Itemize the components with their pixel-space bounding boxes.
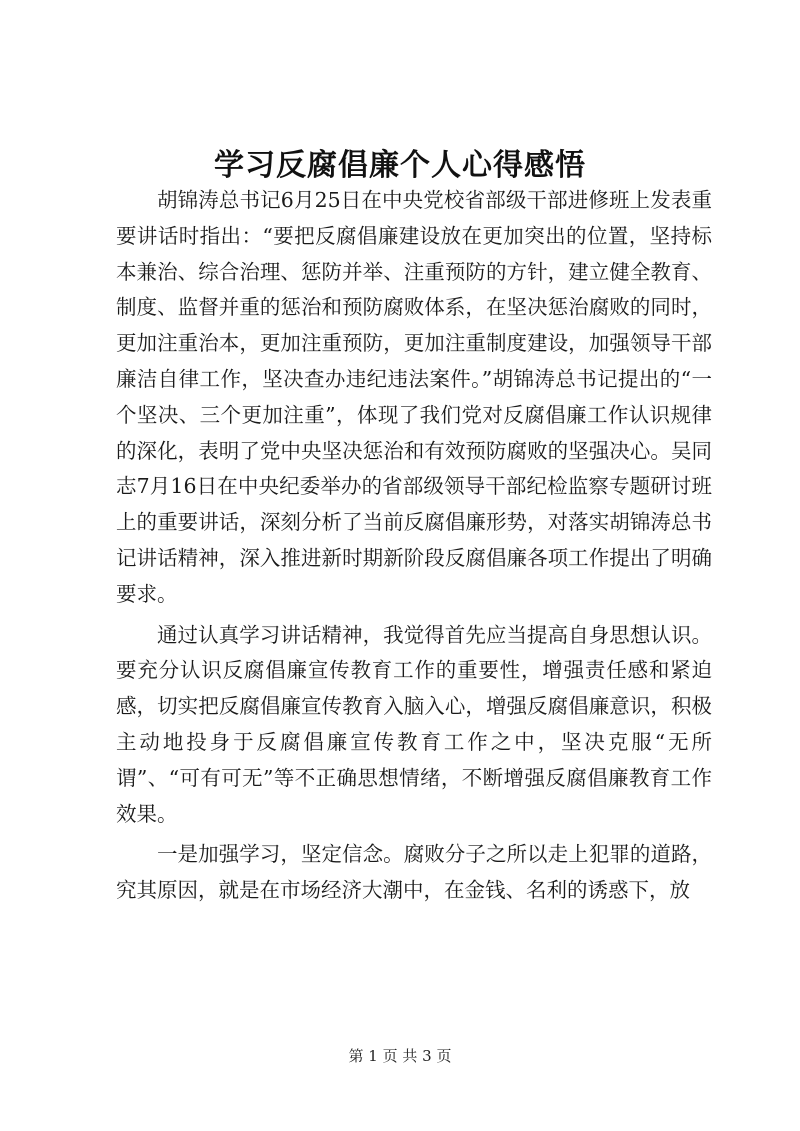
page-number-footer: 第 1 页 共 3 页 — [348, 1047, 452, 1065]
paragraph: 胡锦涛总书记6月25日在中央党校省部级干部进修班上发表重要讲话时指出：“要把反腐倡廉建设放在更加突出的位置，坚持标本兼治、综合治理、惩防并举、注重预防的方针，建立健全教育、制度、监督并重的惩治和预防腐败体系，在坚决惩治腐败的同时，更加注重治本，更加注重预防，更加注重制度建设，加强领导干部廉洁自律工作，坚决查办违纪违法案件。”胡锦涛总书记提出的“一个坚决、三个更加注重”，体现了我们党对反腐倡廉工作认识规律的深化，表明了党中央坚决惩治和有效预防腐败的坚强决心。吴同志7月16日在中央纪委举办的省部级领导干部纪检监察专题研讨班上的重要讲话，深刻分析了当前反腐倡廉形势，对落实胡锦涛总书记讲话精神，深入推进新时期新阶段反腐倡廉各项工作提出了明确要求。 — [116, 188, 712, 606]
page-title: 学习反腐倡廉个人心得感悟 — [214, 148, 586, 183]
paragraph: 通过认真学习讲话精神，我觉得首先应当提高自身思想认识。要充分认识反腐倡廉宣传教育工作的重要性，增强责任感和紧迫感，切实把反腐倡廉宣传教育入脑入心，增强反腐倡廉意识，积极主动地投身于反腐倡廉宣传教育工作之中，坚决克服“无所谓”、“可有可无”等不正确思想情绪，不断增强反腐倡廉教育工作效果。 — [116, 622, 712, 826]
document-body — [116, 183, 712, 914]
paragraph: 一是加强学习，坚定信念。腐败分子之所以走上犯罪的道路，究其原因，就是在市场经济大潮中，在金钱、名利的诱惑下，放 — [116, 842, 712, 903]
